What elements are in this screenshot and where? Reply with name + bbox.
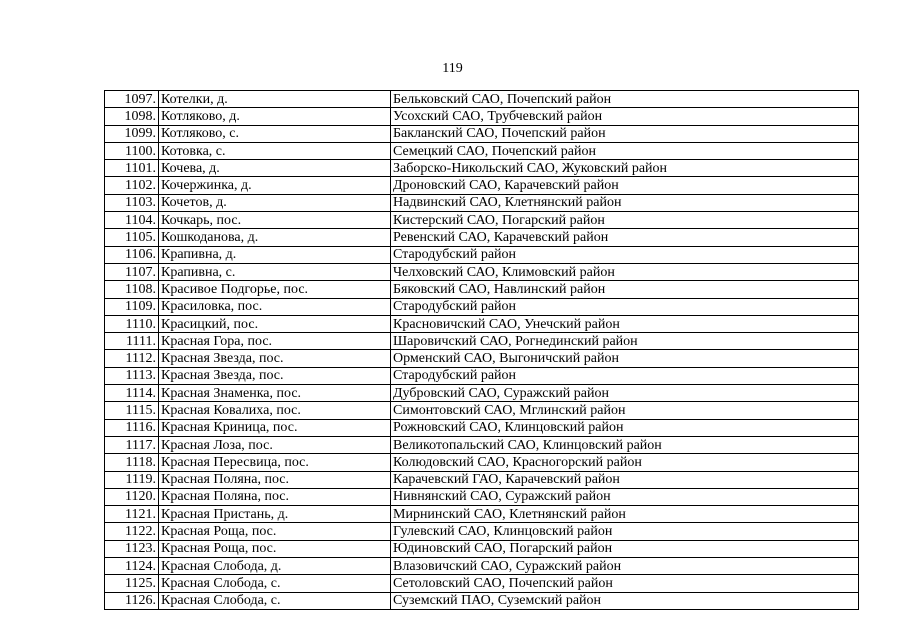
row-number: 1097. bbox=[105, 91, 159, 108]
row-number: 1122. bbox=[105, 523, 159, 540]
administrative-unit: Карачевский ГАО, Карачевский район bbox=[391, 471, 859, 488]
table-row bbox=[105, 592, 859, 609]
settlement-name: Красная Слобода, с. bbox=[159, 592, 391, 609]
settlement-name: Красицкий, пос. bbox=[159, 315, 391, 332]
administrative-unit: Красновичский САО, Унечский район bbox=[391, 315, 859, 332]
settlement-name: Красная Пристань, д. bbox=[159, 506, 391, 523]
table-row bbox=[105, 333, 859, 350]
administrative-unit: Великотопальский САО, Клинцовский район bbox=[391, 436, 859, 453]
settlement-name: Красная Лоза, пос. bbox=[159, 436, 391, 453]
administrative-unit: Симонтовский САО, Мглинский район bbox=[391, 402, 859, 419]
settlement-name: Красная Звезда, пос. bbox=[159, 367, 391, 384]
settlement-name: Кошкоданова, д. bbox=[159, 229, 391, 246]
table-row bbox=[105, 142, 859, 159]
settlement-name: Котляково, д. bbox=[159, 108, 391, 125]
settlement-name: Красная Криница, пос. bbox=[159, 419, 391, 436]
row-number: 1114. bbox=[105, 385, 159, 402]
settlement-name: Крапивна, с. bbox=[159, 263, 391, 280]
administrative-unit: Колюдовский САО, Красногорский район bbox=[391, 454, 859, 471]
administrative-unit: Влазовичский САО, Суражский район bbox=[391, 558, 859, 575]
table-row bbox=[105, 385, 859, 402]
page-number: 119 bbox=[442, 61, 463, 76]
settlement-name: Кочкарь, пос. bbox=[159, 212, 391, 229]
settlement-name: Красная Роща, пос. bbox=[159, 540, 391, 557]
row-number: 1103. bbox=[105, 194, 159, 211]
table-row bbox=[105, 315, 859, 332]
settlement-name: Кочева, д. bbox=[159, 160, 391, 177]
row-number: 1118. bbox=[105, 454, 159, 471]
settlements-table bbox=[104, 90, 859, 610]
table-row bbox=[105, 367, 859, 384]
table-row bbox=[105, 419, 859, 436]
administrative-unit: Юдиновский САО, Погарский район bbox=[391, 540, 859, 557]
administrative-unit: Кистерский САО, Погарский район bbox=[391, 212, 859, 229]
table-row bbox=[105, 281, 859, 298]
table-row bbox=[105, 471, 859, 488]
administrative-unit: Рожновский САО, Клинцовский район bbox=[391, 419, 859, 436]
administrative-unit: Дубровский САО, Суражский район bbox=[391, 385, 859, 402]
row-number: 1107. bbox=[105, 263, 159, 280]
table-row bbox=[105, 298, 859, 315]
row-number: 1100. bbox=[105, 142, 159, 159]
settlements-table-body bbox=[105, 91, 859, 610]
settlement-name: Красная Пересвица, пос. bbox=[159, 454, 391, 471]
settlement-name: Красиловка, пос. bbox=[159, 298, 391, 315]
settlement-name: Кочетов, д. bbox=[159, 194, 391, 211]
row-number: 1116. bbox=[105, 419, 159, 436]
administrative-unit: Суземский ПАО, Суземский район bbox=[391, 592, 859, 609]
administrative-unit: Заборско-Никольский САО, Жуковский район bbox=[391, 160, 859, 177]
table-row bbox=[105, 540, 859, 557]
row-number: 1117. bbox=[105, 436, 159, 453]
administrative-unit: Челховский САО, Климовский район bbox=[391, 263, 859, 280]
row-number: 1098. bbox=[105, 108, 159, 125]
administrative-unit: Бакланский САО, Почепский район bbox=[391, 125, 859, 142]
administrative-unit: Шаровичский САО, Рогнединский район bbox=[391, 333, 859, 350]
row-number: 1119. bbox=[105, 471, 159, 488]
row-number: 1105. bbox=[105, 229, 159, 246]
settlement-name: Кочержинка, д. bbox=[159, 177, 391, 194]
settlement-name: Красная Роща, пос. bbox=[159, 523, 391, 540]
settlement-name: Котляково, с. bbox=[159, 125, 391, 142]
settlement-name: Крапивна, д. bbox=[159, 246, 391, 263]
settlement-name: Красная Поляна, пос. bbox=[159, 471, 391, 488]
row-number: 1123. bbox=[105, 540, 159, 557]
table-row bbox=[105, 91, 859, 108]
administrative-unit: Стародубский район bbox=[391, 367, 859, 384]
settlement-name: Красная Слобода, д. bbox=[159, 558, 391, 575]
table-row bbox=[105, 454, 859, 471]
settlement-name: Котелки, д. bbox=[159, 91, 391, 108]
table-row bbox=[105, 177, 859, 194]
administrative-unit: Сетоловский САО, Почепский район bbox=[391, 575, 859, 592]
table-row bbox=[105, 212, 859, 229]
table-row bbox=[105, 402, 859, 419]
settlement-name: Котовка, с. bbox=[159, 142, 391, 159]
table-row bbox=[105, 229, 859, 246]
row-number: 1110. bbox=[105, 315, 159, 332]
row-number: 1126. bbox=[105, 592, 159, 609]
row-number: 1109. bbox=[105, 298, 159, 315]
row-number: 1120. bbox=[105, 488, 159, 505]
administrative-unit: Нивнянский САО, Суражский район bbox=[391, 488, 859, 505]
row-number: 1108. bbox=[105, 281, 159, 298]
settlement-name: Красная Звезда, пос. bbox=[159, 350, 391, 367]
administrative-unit: Ревенский САО, Карачевский район bbox=[391, 229, 859, 246]
settlement-name: Красная Слобода, с. bbox=[159, 575, 391, 592]
row-number: 1113. bbox=[105, 367, 159, 384]
row-number: 1115. bbox=[105, 402, 159, 419]
table-row bbox=[105, 558, 859, 575]
table-row bbox=[105, 108, 859, 125]
table-row bbox=[105, 523, 859, 540]
administrative-unit: Гулевский САО, Клинцовский район bbox=[391, 523, 859, 540]
row-number: 1124. bbox=[105, 558, 159, 575]
administrative-unit: Стародубский район bbox=[391, 298, 859, 315]
row-number: 1125. bbox=[105, 575, 159, 592]
row-number: 1104. bbox=[105, 212, 159, 229]
settlement-name: Красная Знаменка, пос. bbox=[159, 385, 391, 402]
row-number: 1102. bbox=[105, 177, 159, 194]
table-row bbox=[105, 488, 859, 505]
settlement-name: Красная Гора, пос. bbox=[159, 333, 391, 350]
administrative-unit: Орменский САО, Выгоничский район bbox=[391, 350, 859, 367]
table-row bbox=[105, 575, 859, 592]
table-row bbox=[105, 246, 859, 263]
row-number: 1099. bbox=[105, 125, 159, 142]
row-number: 1121. bbox=[105, 506, 159, 523]
settlement-name: Красная Поляна, пос. bbox=[159, 488, 391, 505]
table-row bbox=[105, 194, 859, 211]
table-row bbox=[105, 125, 859, 142]
administrative-unit: Усохский САО, Трубчевский район bbox=[391, 108, 859, 125]
table-row bbox=[105, 263, 859, 280]
administrative-unit: Семецкий САО, Почепский район bbox=[391, 142, 859, 159]
settlement-name: Красивое Подгорье, пос. bbox=[159, 281, 391, 298]
administrative-unit: Мирнинский САО, Клетнянский район bbox=[391, 506, 859, 523]
administrative-unit: Бельковский САО, Почепский район bbox=[391, 91, 859, 108]
administrative-unit: Бяковский САО, Навлинский район bbox=[391, 281, 859, 298]
table-row bbox=[105, 506, 859, 523]
settlement-name: Красная Ковалиха, пос. bbox=[159, 402, 391, 419]
row-number: 1106. bbox=[105, 246, 159, 263]
administrative-unit: Дроновский САО, Карачевский район bbox=[391, 177, 859, 194]
row-number: 1112. bbox=[105, 350, 159, 367]
table-row bbox=[105, 350, 859, 367]
row-number: 1111. bbox=[105, 333, 159, 350]
table-row bbox=[105, 160, 859, 177]
row-number: 1101. bbox=[105, 160, 159, 177]
table-row bbox=[105, 436, 859, 453]
administrative-unit: Стародубский район bbox=[391, 246, 859, 263]
administrative-unit: Надвинский САО, Клетнянский район bbox=[391, 194, 859, 211]
